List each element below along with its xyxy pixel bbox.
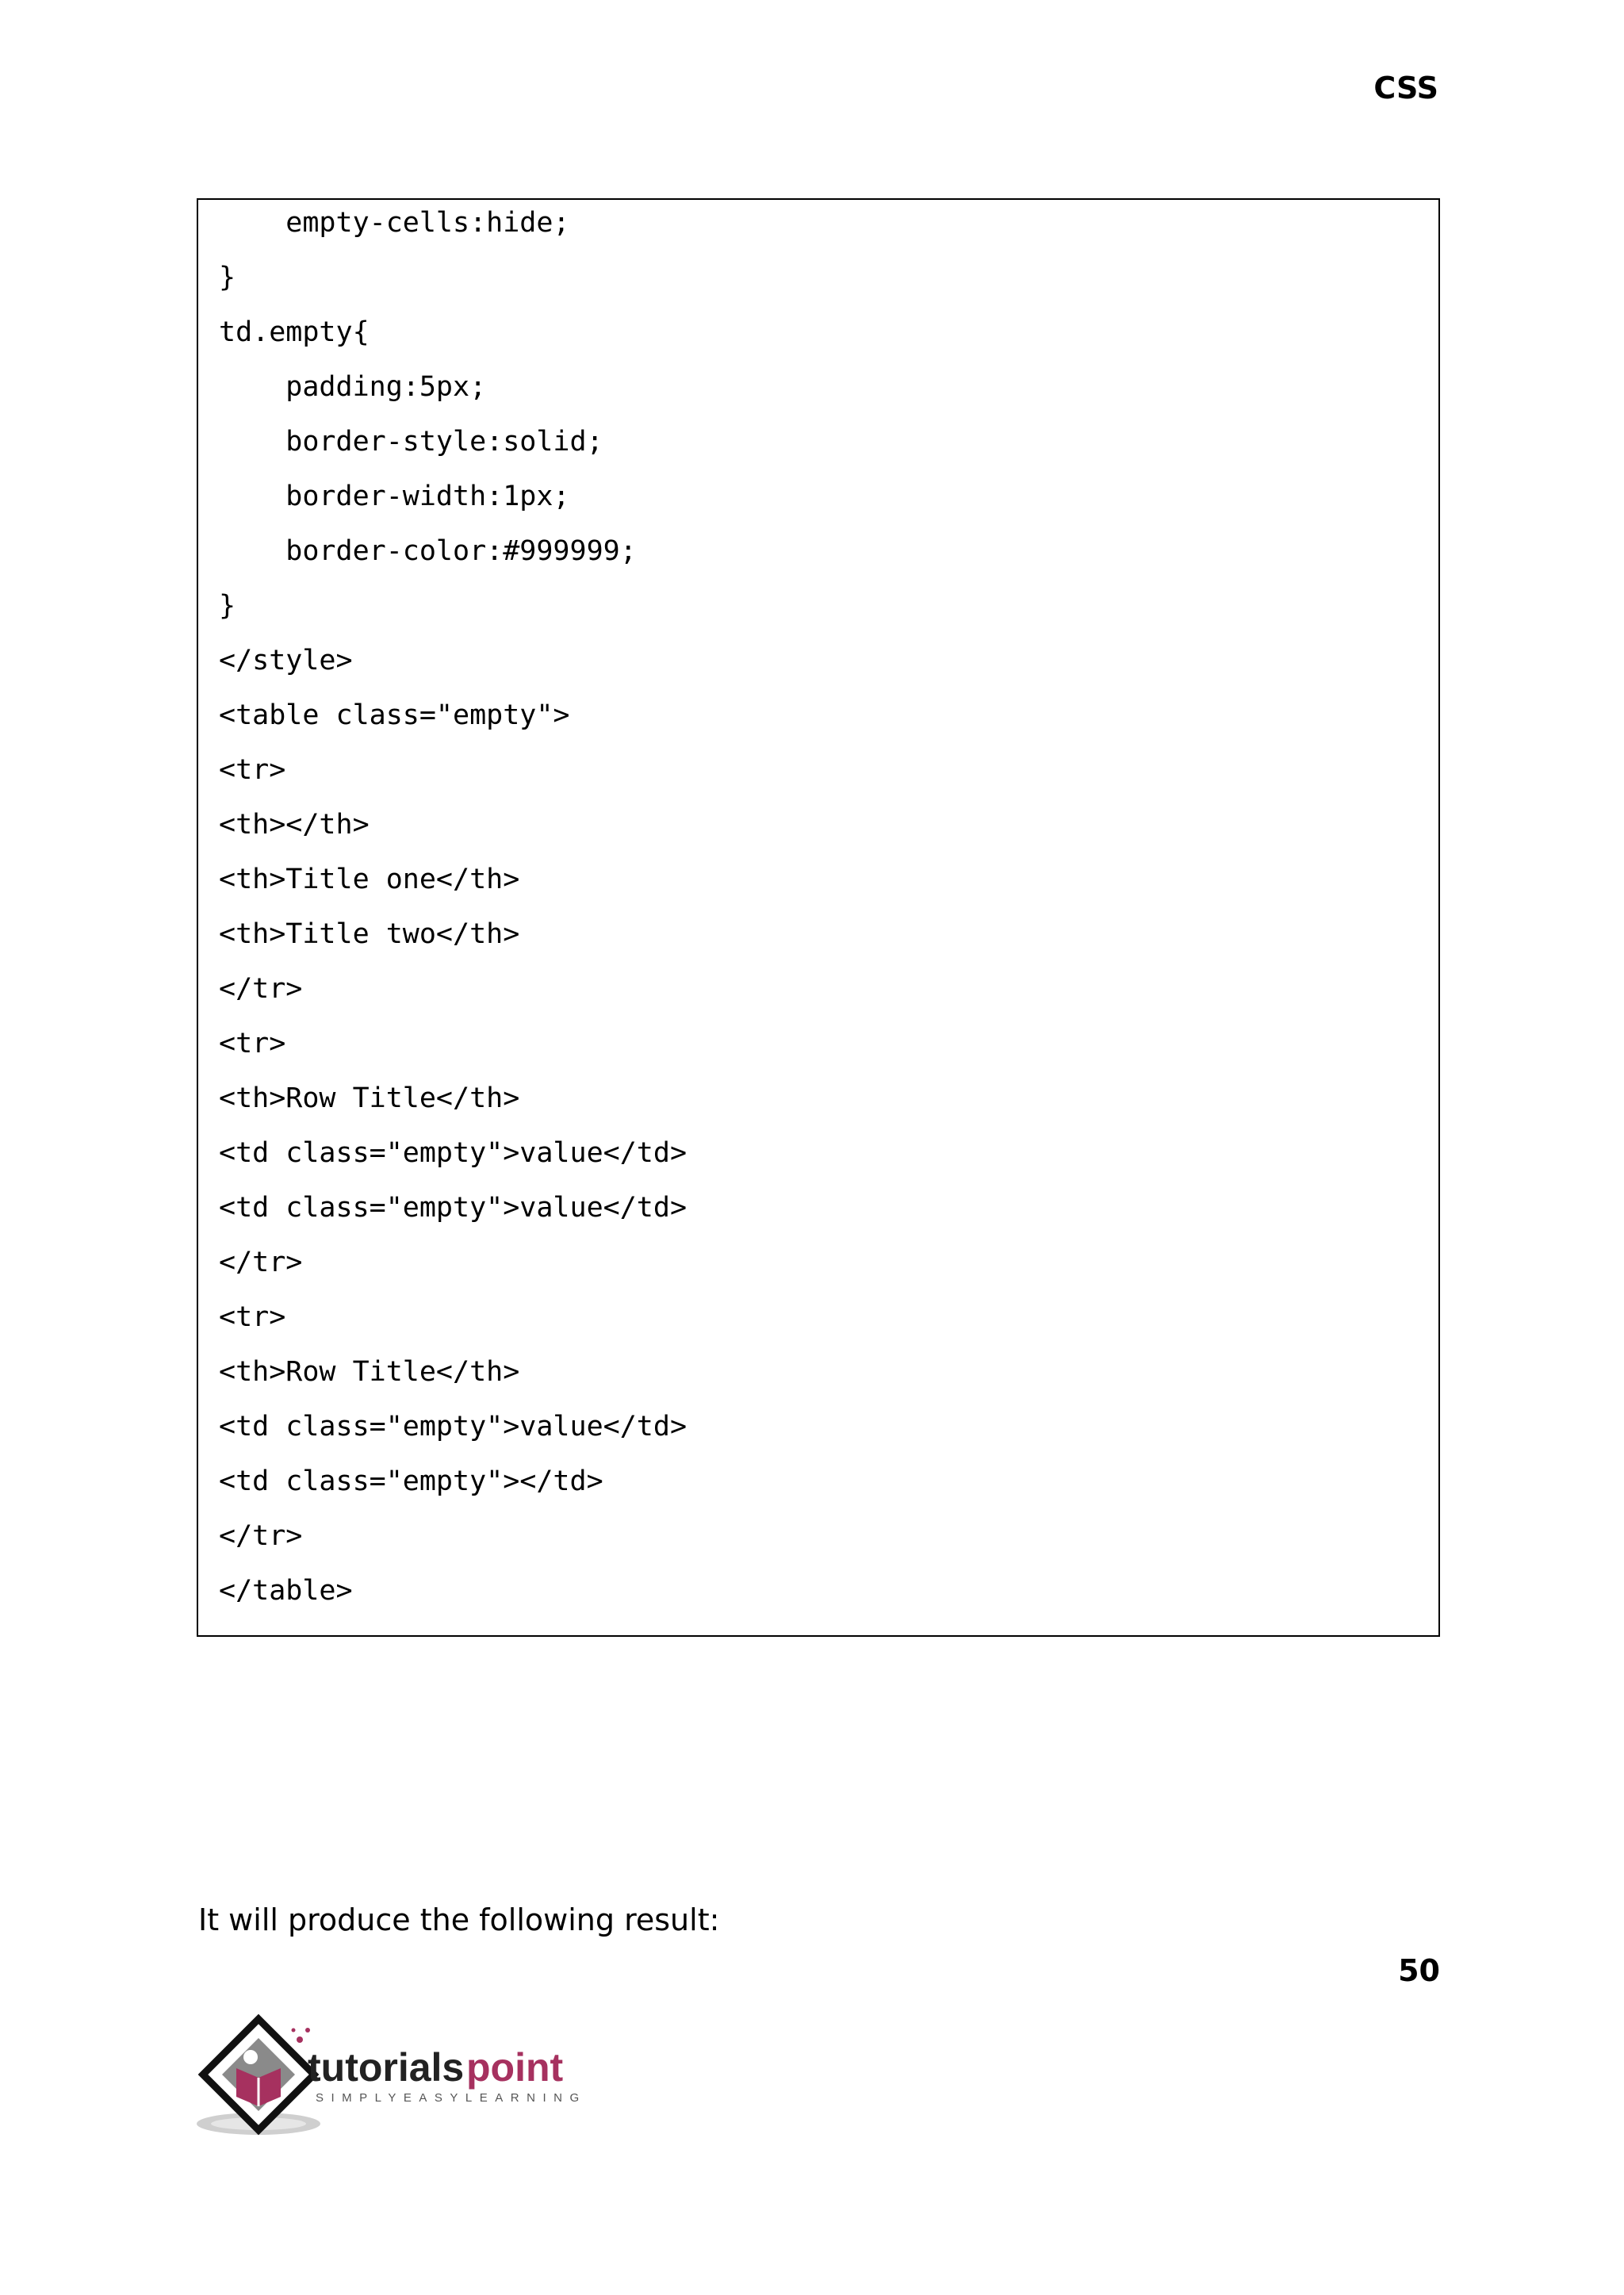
code-line: <th></th> xyxy=(219,809,370,841)
code-line: border-style:solid; xyxy=(219,426,603,458)
page-number: 50 xyxy=(1398,1953,1440,1988)
code-line: padding:5px; xyxy=(219,371,487,403)
code-line: <tr> xyxy=(219,754,286,786)
logo-sparkle xyxy=(305,2028,310,2033)
code-line: border-color:#999999; xyxy=(219,535,637,567)
code-line: <tr> xyxy=(219,1028,286,1059)
page-header-title: CSS xyxy=(1373,71,1438,105)
code-line: } xyxy=(219,262,236,293)
logo-sparkle xyxy=(297,2036,303,2043)
code-line: </style> xyxy=(219,645,353,676)
code-line: <th>Row Title</th> xyxy=(219,1082,520,1114)
code-line: </tr> xyxy=(219,1520,303,1552)
code-line: <tr> xyxy=(219,1301,286,1333)
code-line: <th>Title two</th> xyxy=(219,918,520,950)
code-line: <td class="empty"></td> xyxy=(219,1466,603,1497)
code-line: <td class="empty">value</td> xyxy=(219,1137,688,1169)
code-line: td.empty{ xyxy=(219,316,370,348)
code-line: <td class="empty">value</td> xyxy=(219,1411,688,1443)
code-line: <td class="empty">value</td> xyxy=(219,1192,688,1224)
code-line: border-width:1px; xyxy=(219,481,570,512)
logo-tagline: SIMPLYEASYLEARNING xyxy=(316,2091,587,2105)
code-line: </tr> xyxy=(219,1247,303,1278)
code-line: empty-cells:hide; xyxy=(219,207,570,239)
code-line: <th>Title one</th> xyxy=(219,864,520,895)
logo-person-head xyxy=(243,2050,258,2064)
code-line: </table> xyxy=(219,1575,353,1607)
code-line: <th>Row Title</th> xyxy=(219,1356,520,1388)
code-line: } xyxy=(219,590,236,622)
code-line: </tr> xyxy=(219,973,303,1005)
code-block xyxy=(197,198,1440,1637)
tutorialspoint-logo xyxy=(195,2013,607,2140)
result-intro-text: It will produce the following result: xyxy=(198,1902,720,1937)
logo-brand-part1: tutorials xyxy=(308,2045,465,2090)
logo-brand-part2: point xyxy=(466,2045,564,2090)
logo-sparkle xyxy=(292,2029,296,2033)
code-line: <table class="empty"> xyxy=(219,699,570,731)
